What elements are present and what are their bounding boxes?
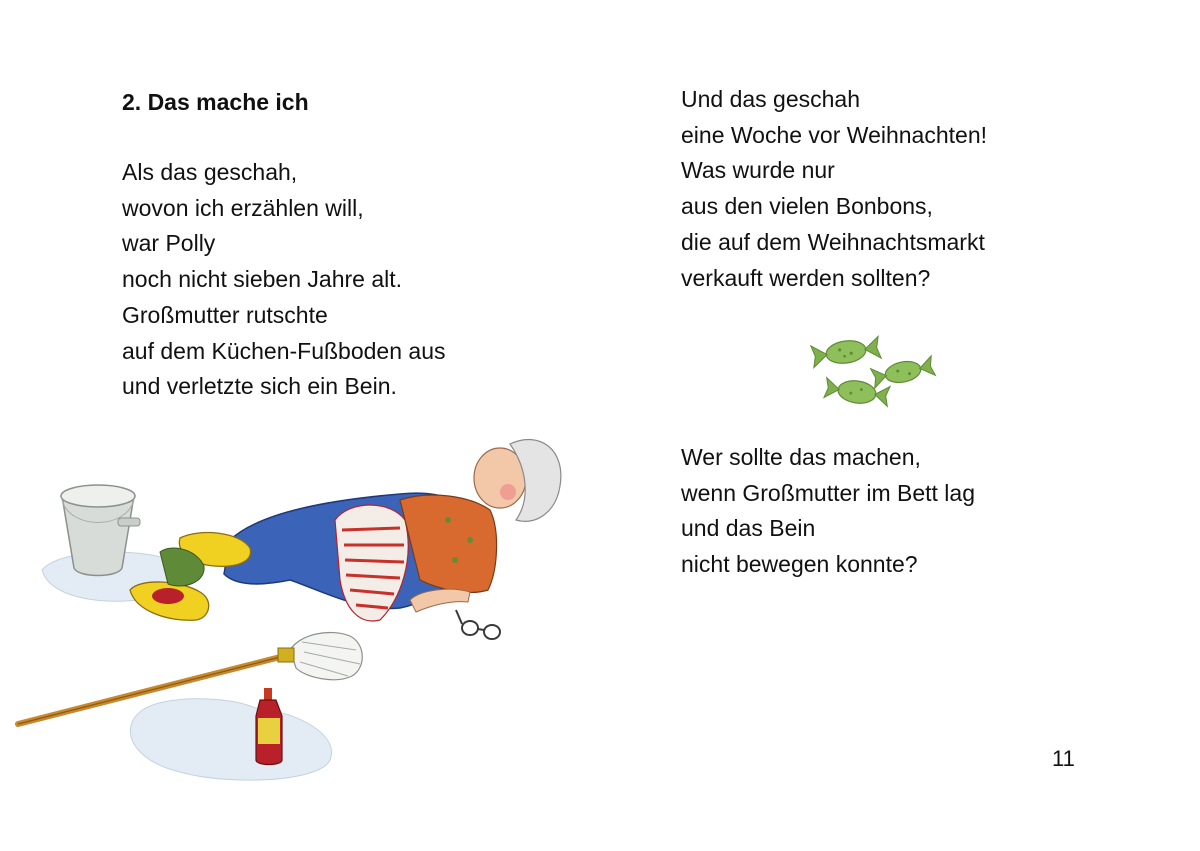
text-line: Und das geschah: [681, 86, 861, 112]
text-line: und verletzte sich ein Bein.: [122, 373, 397, 400]
text-line: eine Woche vor Weihnachten!: [681, 121, 987, 148]
text-line: wovon ich erzählen will,: [122, 194, 364, 221]
text-line: Als das geschah,: [122, 159, 298, 185]
text-line: nicht bewegen konnte?: [681, 551, 918, 578]
right-paragraph-2: [681, 440, 975, 583]
grandmother-figure: [160, 440, 561, 621]
text-line: Großmutter rutschte: [122, 301, 328, 328]
mop-icon: [18, 632, 362, 724]
text-line: aus den vielen Bonbons,: [681, 193, 933, 220]
clog-icon: [130, 582, 209, 620]
text-line: wenn Großmutter im Bett lag: [681, 479, 975, 506]
left-paragraph: [122, 155, 445, 405]
text-line: noch nicht sieben Jahre alt.: [122, 266, 403, 293]
water-puddle: [42, 552, 332, 780]
right-paragraph-1: [681, 82, 987, 296]
text-line: Was wurde nur: [681, 157, 835, 184]
text-line: verkauft werden sollten?: [681, 264, 931, 291]
text-line: auf dem Küchen-Fußboden aus: [122, 337, 446, 364]
chapter-heading: 2. Das mache ich: [122, 89, 309, 115]
candy-icon: [824, 377, 890, 408]
candy-icon: [871, 356, 936, 388]
text-line: und das Bein: [681, 515, 816, 542]
bucket-icon: [61, 485, 140, 576]
page-number: 11: [1052, 746, 1075, 771]
candy-icon: [811, 336, 881, 367]
text-line: die auf dem Weihnachtsmarkt: [681, 228, 985, 255]
text-line: Wer sollte das machen,: [681, 444, 921, 470]
text-line: war Polly: [122, 230, 216, 257]
bottle-icon: [256, 688, 282, 765]
glasses-icon: [456, 610, 500, 639]
